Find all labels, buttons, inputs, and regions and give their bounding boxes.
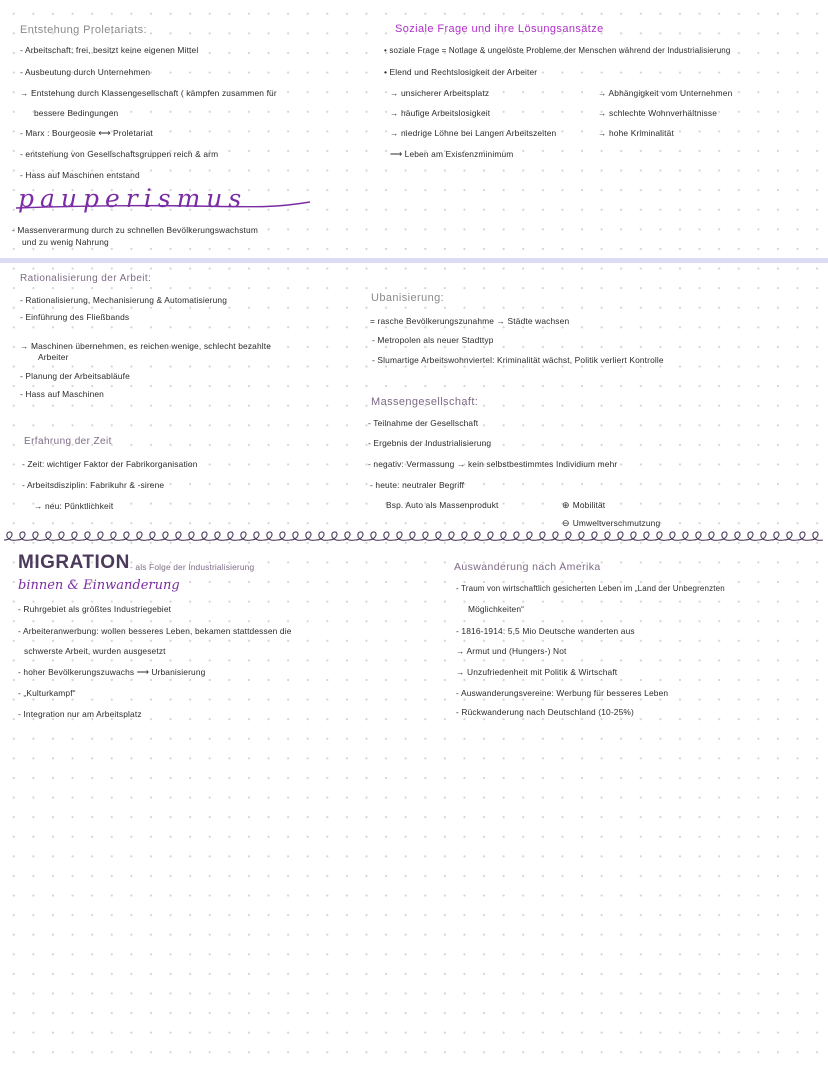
- proletariat-item: → Entstehung durch Klassengesellschaft ( kämpfen zusammen für: [20, 88, 277, 98]
- rationalisierung-item: - Einführung des Fließbands: [20, 312, 130, 322]
- plus-circle-icon: ⊕: [562, 500, 570, 510]
- amerika-item: - 1816-1914: 5,5 Mio Deutsche wanderten aus: [456, 626, 635, 636]
- soziale-frage-item: • soziale Frage = Notlage & ungelöste Probleme der Menschen während der Industrialisierung: [384, 46, 731, 55]
- binnen-item: schwerste Arbeit, wurden ausgesetzt: [24, 646, 166, 656]
- massengesellschaft-pro-label: Mobilität: [572, 500, 606, 510]
- pauperismus-item: - Massenverarmung durch zu schnellen Bevölkerungswachstum: [12, 225, 258, 235]
- massengesellschaft-item: - heute: neutraler Begriff: [370, 480, 465, 490]
- amerika-item: - Rückwanderung nach Deutschland (10-25%): [456, 707, 634, 717]
- pauperismus-item: und zu wenig Nahrung: [22, 237, 109, 247]
- soziale-frage-result: → hohe Kriminalität: [598, 128, 674, 138]
- minus-circle-icon: ⊖: [562, 518, 570, 528]
- soziale-frage-arrow: → unsicherer Arbeitsplatz: [390, 88, 490, 98]
- binnen-heading: binnen & Einwanderung: [18, 578, 180, 593]
- amerika-item: → Unzufriedenheit mit Politik & Wirtschaft: [456, 667, 618, 677]
- soziale-frage-item: • Elend und Rechtslosigkeit der Arbeiter: [384, 67, 538, 77]
- amerika-item: → Armut und (Hungers-) Not: [456, 646, 567, 656]
- rationalisierung-item: - Rationalisierung, Mechanisierung & Automatisierung: [20, 295, 228, 305]
- massengesellschaft-item: Bsp. Auto als Massenprodukt: [386, 500, 499, 510]
- binnen-item: - Integration nur am Arbeitsplatz: [18, 709, 142, 719]
- rationalisierung-item: → Maschinen übernehmen, es reichen wenige, schlecht bezahlte: [20, 341, 272, 351]
- binnen-item: - Arbeiteranwerbung: wollen besseres Leben, bekamen stattdessen die: [18, 626, 292, 636]
- proletariat-item: - Arbeitschaft: frei, besitzt keine eigenen Mittel: [20, 45, 199, 55]
- binnen-item: - hoher Bevölkerungszuwachs ⟶ Urbanisierung: [18, 667, 206, 677]
- massengesellschaft-con-label: Umweltverschmutzung: [572, 518, 661, 528]
- urbanisierung-heading: Ubanisierung:: [371, 292, 445, 304]
- massengesellschaft-item: - Teilnahme der Gesellschaft: [368, 418, 479, 428]
- amerika-item: - Traum von wirtschaftlich gesicherten Leben im „Land der Unbegrenzten: [456, 584, 725, 593]
- amerika-heading: Auswanderung nach Amerika: [454, 561, 601, 573]
- zeit-item: - Arbeitsdisziplin: Fabrikuhr & -sirene: [22, 480, 165, 490]
- binnen-item: - Ruhrgebiet als größtes Industriegebiet: [18, 604, 172, 614]
- amerika-item: Möglichkeiten“: [468, 604, 525, 614]
- proletariat-item: - Hass auf Maschinen entstand: [20, 170, 140, 180]
- massengesellschaft-pro: [562, 500, 605, 510]
- proletariat-item: - entstehung von Gesellschaftsgruppen reich & arm: [20, 149, 219, 159]
- rationalisierung-item: - Hass auf Maschinen: [20, 389, 104, 399]
- binnen-item: - „Kulturkampf“: [18, 688, 76, 698]
- soziale-frage-arrow: → niedrige Löhne bei Langen Arbeitszeiten: [390, 128, 557, 138]
- soziale-frage-result: → Abhängigkeit vom Unternehmen: [598, 88, 733, 98]
- amerika-item: - Auswanderungsvereine: Werbung für besseres Leben: [456, 688, 669, 698]
- proletariat-item: bessere Bedingungen: [34, 108, 119, 118]
- rationalisierung-item: - Planung der Arbeitsabläufe: [20, 371, 130, 381]
- wavy-divider: [0, 528, 828, 548]
- migration-title: MIGRATION: [18, 552, 130, 573]
- zeit-item: → neu: Pünktlichkeit: [34, 501, 114, 511]
- zeit-item: - Zeit: wichtiger Faktor der Fabrikorganisation: [22, 459, 198, 469]
- soziale-frage-arrow: → häufige Arbeitslosigkeit: [390, 108, 491, 118]
- soziale-frage-result: → schlechte Wohnverhältnisse: [598, 108, 718, 118]
- massengesellschaft-heading: Massengesellschaft:: [371, 396, 479, 408]
- urbanisierung-item: - Slumartige Arbeitswohnviertel: Kriminalität wächst, Politik verliert Kontrolle: [372, 355, 664, 365]
- rationalisierung-heading: Rationalisierung der Arbeit:: [20, 273, 152, 284]
- zeit-heading: Erfahrung der Zeit: [24, 436, 112, 447]
- proletariat-heading: Entstehung Proletariats:: [20, 24, 148, 36]
- massengesellschaft-con: [562, 518, 660, 528]
- pauperismus-underline: [14, 196, 314, 216]
- urbanisierung-item: - Metropolen als neuer Stadttyp: [372, 335, 494, 345]
- soziale-frage-arrow: ⟶ Leben am Existenzminimum: [390, 149, 514, 159]
- rationalisierung-item: Arbeiter: [38, 352, 69, 362]
- urbanisierung-item: = rasche Bevölkerungszunahme → Städte wachsen: [370, 316, 570, 326]
- section-divider: [0, 258, 828, 263]
- massengesellschaft-item: - negativ: Vermassung → kein selbstbestimmtes Individium mehr: [368, 459, 618, 469]
- soziale-frage-heading: Soziale Frage und ihre Lösungsansätze: [395, 23, 604, 35]
- massengesellschaft-item: - Ergebnis der Industrialisierung: [368, 438, 492, 448]
- migration-subtitle: - als Folge der Industrialisierung: [130, 562, 255, 572]
- proletariat-item: - Marx : Bourgeosie ⟷ Proletariat: [20, 128, 153, 138]
- pauperismus-heading: pauperismus: [18, 184, 248, 213]
- proletariat-item: - Ausbeutung durch Unternehmen: [20, 67, 151, 77]
